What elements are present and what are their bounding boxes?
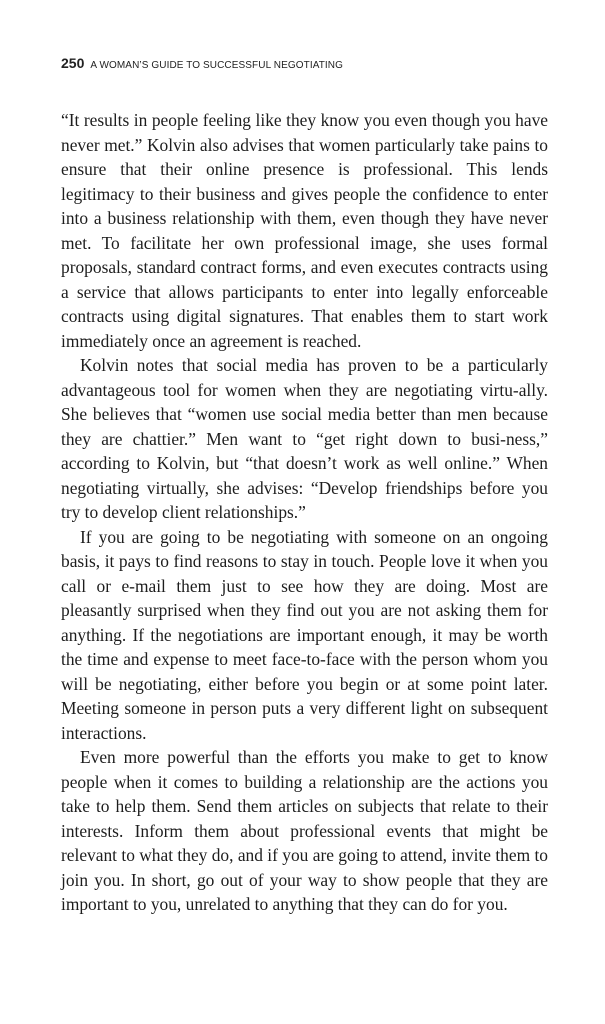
running-head [61,55,343,73]
paragraph: “It results in people feeling like they know you even though you have never met.” Kolvin also advises that women particularly take pains to ensure that their online presence is professional. This lends legitimacy to their business and gives people the confidence to enter into a business relationship with them, even though they have never met. To facilitate her own professional image, she uses formal proposals, standard contract forms, and even executes contracts using a service that allows participants to enter into legally enforceable contracts using digital signatures. That enables them to start work immediately once an agreement is reached. [61,110,548,351]
paragraph: Kolvin notes that social media has proven to be a particularly advantageous tool for women when they are negotiating virtu-ally. She believes that “women use social media better than men because they are chattier.” Men want to “get right down to busi-ness,” according to Kolvin, but “that doesn’t work as well online.” When negotiating virtually, she advises: “Develop friendships before you try to develop client relationships.” [61,355,548,522]
paragraph: Even more powerful than the efforts you make to get to know people when it comes to building a relationship are the actions you take to help them. Send them articles on subjects that relate to their interests. Inform them about professional events that might be relevant to what they do, and if you are going to attend, invite them to join you. In short, go out of your way to show people that they are important to you, unrelated to anything that they can do for you. [61,747,548,914]
book-title: A WOMAN’S GUIDE TO SUCCESSFUL NEGOTIATING [90,60,344,71]
paragraph: If you are going to be negotiating with someone on an ongoing basis, it pays to find reasons to stay in touch. People love it when you call or e-mail them just to see how they are doing. Most are pleasantly surprised when they find out you are not asking them for anything. If the negotiations are important enough, it may be worth the time and expense to meet face-to-face with the person whom you will be negotiating, either before you begin or at some point later. Meeting someone in person puts a very different light on subsequent interactions. [61,526,548,743]
body-text [61,108,548,917]
page-number: 250 [61,55,85,71]
